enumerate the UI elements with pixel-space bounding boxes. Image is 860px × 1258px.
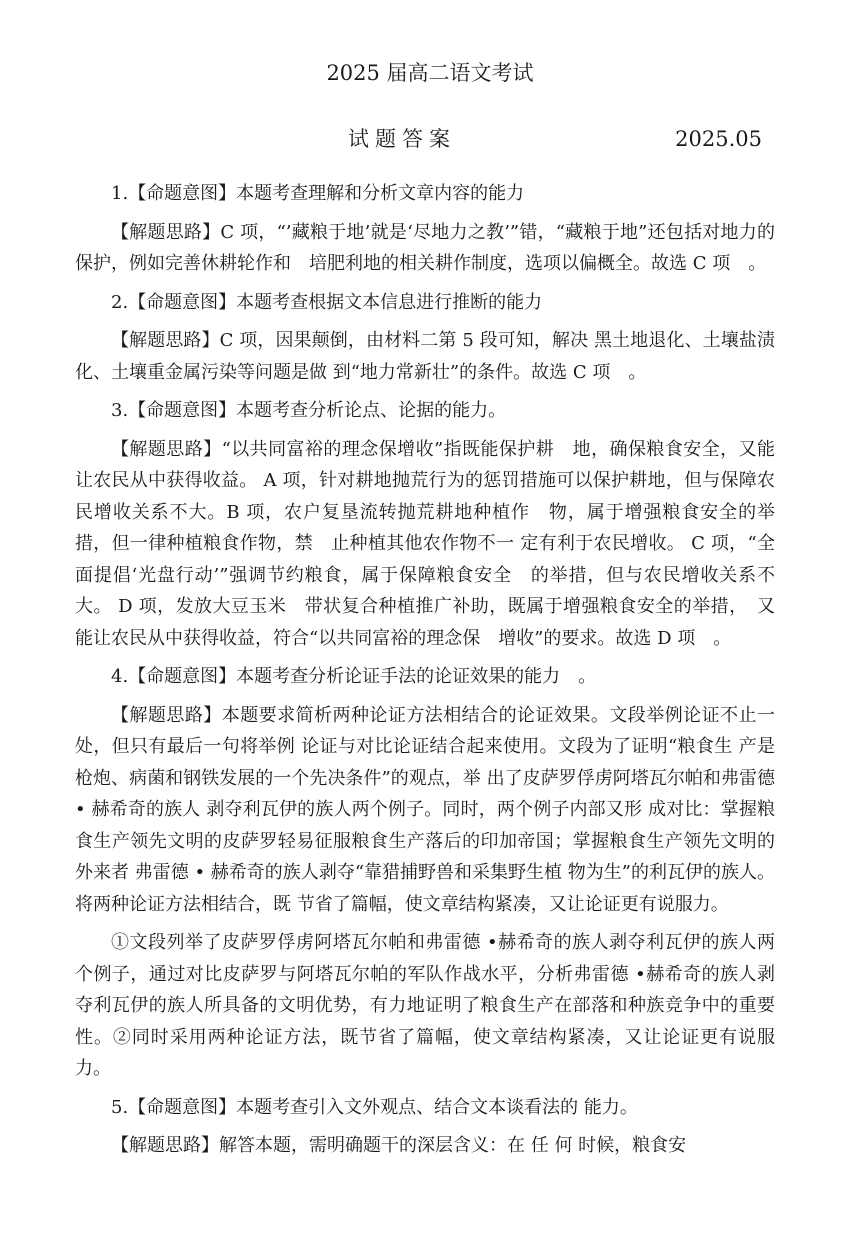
question-intent-3: 3.【命题意图】本题考查分析论点、论据的能力。 — [111, 400, 507, 421]
solution-idea-2: 【解题思路】C 项，因果颠倒，由材料二第 5 段可知，解决 黑土地退化、土壤盐渍化、土壤重金属污染等问题是做 到“地力常新壮”的条件。故选 C 项 。 — [75, 330, 775, 383]
answer-body — [75, 178, 793, 1169]
question-intent-5: 5.【命题意图】本题考查引入文外观点、结合文本谈看法的 能力。 — [111, 1096, 638, 1118]
question-intent-1: 1.【命题意图】本题考查理解和分析文章内容的能力 — [111, 183, 525, 204]
question-intent-4: 4.【命题意图】本题考查分析论证手法的论证效果的能力 。 — [111, 666, 597, 687]
solution-idea-5: 【解题思路】解答本题，需明确题干的深层含义：在 任 何 时候，粮食安 — [111, 1135, 687, 1156]
exam-title: 2025 届高二语文考试 — [326, 61, 534, 85]
solution-idea-4-reference-answer: ①文段列举了皮萨罗俘虏阿塔瓦尔帕和弗雷德 •赫希奇的族人剥夺利瓦伊的族人两个例子，通过对比皮萨罗与阿塔瓦尔帕的军队作战水平，分析弗雷德 •赫希奇的族人剥夺利瓦伊的族人所具备的文明优势，有力地证明了粮食生产在部落和种族竞争中的重要性。②同时采用两种论证方法，既节省了篇幅，使文章结构紧凑，又让论证更有说服力。 — [75, 932, 775, 1079]
solution-idea-1: 【解题思路】C 项，“’藏粮于地’就是‘尽地力之教’”错，“藏粮于地”还包括对地力的保护，例如完善休耕轮作和 培肥利地的相关耕作制度，选项以偏概全。故选 C 项 。 — [75, 221, 775, 274]
question-intent-2: 2.【命题意图】本题考查根据文本信息进行推断的能力 — [111, 291, 543, 313]
exam-date: 2025.05 — [675, 127, 762, 151]
solution-idea-3: 【解题思路】“以共同富裕的理念保增收”指既能保护耕 地，确保粮食安全，又能让农民从中获得收益。 A 项，针对耕地抛荒行为的惩罚措施可以保护耕地，但与保障农 民增收关系不大。B 项，农户复垦流转抛荒耕地种植作 物，属于增强粮食安全的举措，但一律种植粮食作物，禁 止种植其他农作物不一 定有利于农民增收。 C 项，“全 面提倡‘光盘行动’”强调节约粮食，属于保障粮食安全 的举措，但与农民增收关系不大。 D 项，发放大豆玉米 带状复合种植推广补助，既属于增强粮食安全的举措， 又能让农民从中获得收益，符合“以共同富裕的理念保 增收”的要求。故选 D 项 。 — [75, 438, 793, 649]
solution-idea-4: 【解题思路】本题要求简析两种论证方法相结合的论证效果。文段举例论证不止一处，但只有最后一句将举例 论证与对比论证结合起来使用。文段为了证明“粮食生 产是枪炮、病菌和钢铁发展的一个先决条件”的观点，举 出了皮萨罗俘虏阿塔瓦尔帕和弗雷德 • 赫希奇的族人 剥夺利瓦伊的族人两个例子。同时，两个例子内部又形 成对比：掌握粮食生产领先文明的皮萨罗轻易征服粮食生产落后的印加帝国；掌握粮食生产领先文明的外来者 弗雷德 • 赫希奇的族人剥夺“靠猎捕野兽和采集野生植 物为生”的利瓦伊的族人。将两种论证方法相结合，既 节省了篇幅，使文章结构紧凑，又让论证更有说服力。 — [75, 704, 775, 915]
answer-heading: 试题答案 — [348, 127, 456, 151]
